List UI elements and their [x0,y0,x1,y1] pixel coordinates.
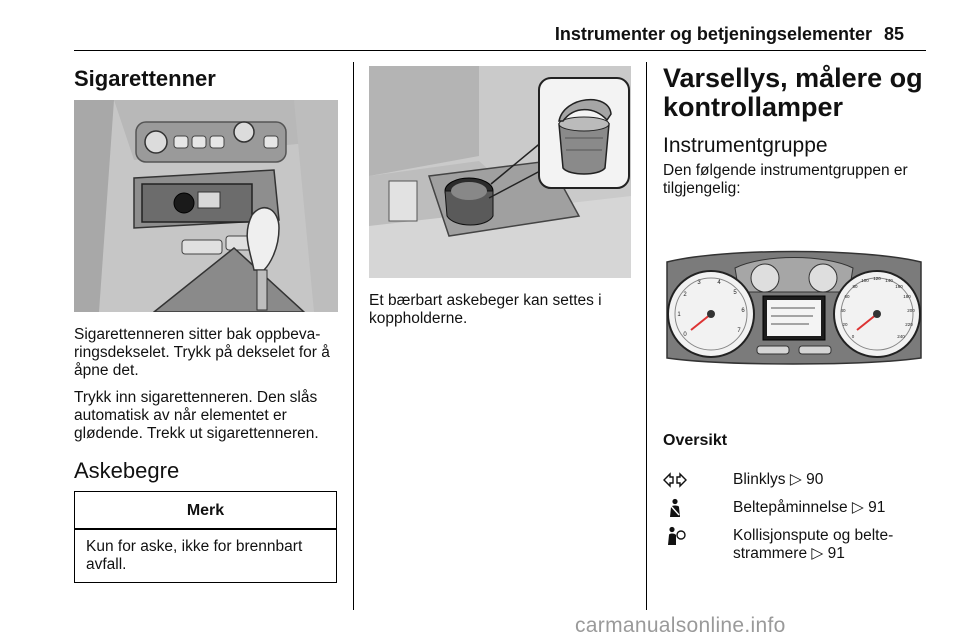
overview-item-turn-signal [733,471,823,489]
ashtray-caption [369,292,602,328]
tick-label: 80 [852,284,858,289]
overview-label: Beltepåminnelse [733,499,852,516]
ashtray-illustration [369,66,631,278]
text-line: automatisk av når elementet er [74,407,287,424]
instrument-cluster-illustration [663,240,925,368]
lighter-paragraph-1 [74,326,330,380]
text-line: Kun for aske, ikke for brennbart [86,538,303,555]
tick-label: 180 [903,294,911,299]
text-line: Sigarettenneren sitter bak oppbeva- [74,326,321,343]
note-divider [75,528,336,530]
heading-line: Varsellys, målere og [663,63,923,93]
reference-arrow-icon: ▷ [789,471,802,488]
tick-label: 220 [905,322,913,327]
tick-label: 140 [885,278,893,283]
tick-label: 240 [897,334,905,339]
tick-label: 0 [851,334,855,339]
overview-label: Kollisjonspute og belte- [733,527,894,544]
reference-arrow-icon: ▷ [851,499,864,516]
column-divider-left [353,62,354,610]
text-line: glødende. Trekk ut sigarettenneren. [74,425,319,442]
text-line: Den følgende instrumentgruppen er [663,162,908,179]
text-line: avfall. [86,556,127,573]
page-number: 85 [884,24,905,44]
overview-heading: Oversikt [663,432,728,449]
cluster-intro [663,162,908,198]
text-line: Et bærbart askebeger kan settes i [369,292,602,309]
header-rule [74,50,926,51]
page-link-90[interactable]: 90 [806,471,824,488]
heading-warning-lights [663,64,923,122]
tick-label: 60 [844,294,850,299]
tick-label: 20 [842,322,848,327]
lighter-paragraph-2 [74,389,319,443]
tick-label: 1 [677,312,681,318]
note-text [86,538,326,574]
text-line: tilgjengelig: [663,180,741,197]
tick-label: 7 [737,328,741,334]
text-line: koppholderne. [369,310,468,327]
overview-label: strammere [733,545,812,562]
heading-line: kontrollamper [663,92,844,122]
note-box [74,491,337,583]
tick-label: 4 [717,280,721,286]
watermark: carmanualsonline.info [575,614,786,637]
overview-item-airbag [733,527,893,563]
running-header-title: Instrumenter og betjeningselementer [554,24,872,44]
tick-label: 200 [907,308,915,313]
tick-label: 3 [697,280,701,286]
tick-label: 120 [873,276,881,281]
heading-ashtrays: Askebegre [74,458,180,483]
column-divider-right [646,62,647,610]
text-line: Trykk inn sigarettenneren. Den slås [74,389,318,406]
note-title: Merk [186,502,225,519]
turn-signal-icon [663,470,687,490]
overview-label: Blinklys [733,471,790,488]
airbag-icon [663,526,687,546]
cigarette-lighter-illustration [74,100,338,312]
tick-label: 0 [683,332,687,338]
tick-label: 40 [840,308,846,313]
tick-label: 5 [733,290,737,296]
page-link-91[interactable]: 91 [827,545,845,562]
text-line: ringsdekselet. Trykk på dekselet for å [74,344,330,361]
tick-label: 160 [895,284,903,289]
seatbelt-reminder-icon [663,498,687,518]
tick-label: 100 [861,278,869,283]
tick-label: 6 [741,308,745,314]
heading-cigarette-lighter: Sigarettenner [74,66,216,91]
text-line: åpne det. [74,362,139,379]
overview-item-seatbelt [733,499,885,517]
tick-label: 2 [683,292,687,298]
page-link-91[interactable]: 91 [868,499,886,516]
subheading-instrument-cluster: Instrumentgruppe [663,134,828,157]
reference-arrow-icon: ▷ [811,545,824,562]
